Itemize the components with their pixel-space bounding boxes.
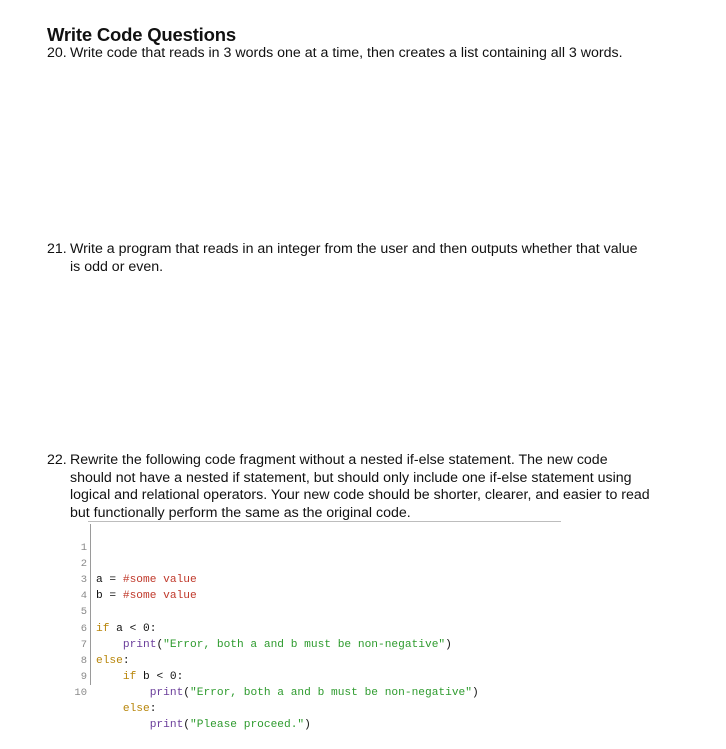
code-indent	[96, 703, 123, 715]
question-text-line: logical and relational operators. Your new code should be shorter, clearer, and easier to read	[70, 487, 650, 503]
code-token: )	[472, 686, 479, 699]
code-line	[70, 540, 562, 603]
question-number: 21.	[47, 241, 67, 257]
line-number: 4	[80, 590, 87, 603]
question-number: 22.	[47, 452, 67, 468]
code-block	[70, 524, 562, 732]
question-number: 20.	[47, 45, 67, 61]
code-token: b < 0:	[136, 670, 184, 683]
code-function: print	[122, 638, 157, 651]
code-comment: #some value	[122, 574, 197, 587]
gutter-rule	[90, 669, 91, 685]
line-number: 3	[80, 574, 87, 587]
code-text	[96, 717, 311, 733]
gutter-rule	[90, 572, 91, 588]
code-token: (	[183, 719, 191, 732]
question-text	[47, 45, 623, 63]
code-token: )	[445, 638, 452, 651]
question-20	[47, 45, 623, 63]
gutter-rule	[90, 653, 91, 669]
gutter-rule	[90, 556, 91, 572]
line-number: 2	[80, 558, 87, 571]
code-token: :	[122, 654, 130, 667]
code-comment: #some value	[122, 590, 197, 603]
code-indent	[96, 719, 150, 731]
code-keyword: else	[96, 654, 123, 667]
code-string: "Error, both a and b must be non-negative"	[163, 638, 446, 651]
code-token: a =	[96, 574, 123, 587]
code-keyword: if	[122, 670, 137, 683]
code-function: print	[149, 719, 184, 732]
question-text-line: Write a program that reads in an integer from the user and then outputs whether that value	[70, 241, 638, 257]
question-text-line: should not have a nested if statement, but should only include one if-else statement using	[70, 469, 632, 486]
code-function: print	[149, 686, 184, 699]
gutter-rule	[90, 540, 91, 556]
gutter-rule	[90, 621, 91, 637]
gutter-rule	[90, 637, 91, 653]
question-text-line: is odd or even.	[70, 258, 164, 275]
code-token: b =	[96, 590, 123, 603]
code-token: a < 0:	[109, 622, 157, 635]
code-string: "Error, both a and b must be non-negative"	[190, 686, 472, 699]
gutter-rule	[90, 588, 91, 604]
question-text-line: Write code that reads in 3 words one at a time, then creates a list containing all 3 words.	[70, 45, 623, 61]
code-top-rule	[88, 521, 561, 522]
line-number: 6	[80, 622, 87, 635]
question-text	[47, 241, 687, 276]
line-number: 9	[80, 670, 87, 683]
question-text-line: but functionally perform the same as the original code.	[70, 504, 411, 521]
line-number: 8	[80, 654, 87, 667]
code-keyword: else	[122, 703, 150, 716]
line-number: 5	[80, 606, 87, 619]
question-22	[47, 452, 687, 522]
code-text	[96, 685, 479, 701]
code-token: :	[149, 703, 157, 716]
code-line	[70, 524, 562, 587]
code-string: "Please proceed."	[190, 719, 305, 732]
code-indent	[96, 687, 150, 699]
line-number: 1	[80, 542, 87, 555]
code-token: )	[304, 719, 311, 732]
code-keyword: if	[96, 622, 110, 635]
section-heading: Write Code Questions	[47, 24, 236, 45]
line-number: 7	[80, 638, 87, 651]
gutter-rule	[90, 604, 91, 620]
question-text	[47, 452, 687, 522]
line-number: 10	[74, 686, 87, 699]
question-21	[47, 241, 687, 276]
gutter-rule	[90, 524, 91, 540]
question-text-line: Rewrite the following code fragment without a nested if-else statement. The new code	[70, 452, 608, 468]
code-text	[96, 701, 156, 717]
code-token: (	[183, 686, 191, 699]
code-token: (	[156, 638, 164, 651]
